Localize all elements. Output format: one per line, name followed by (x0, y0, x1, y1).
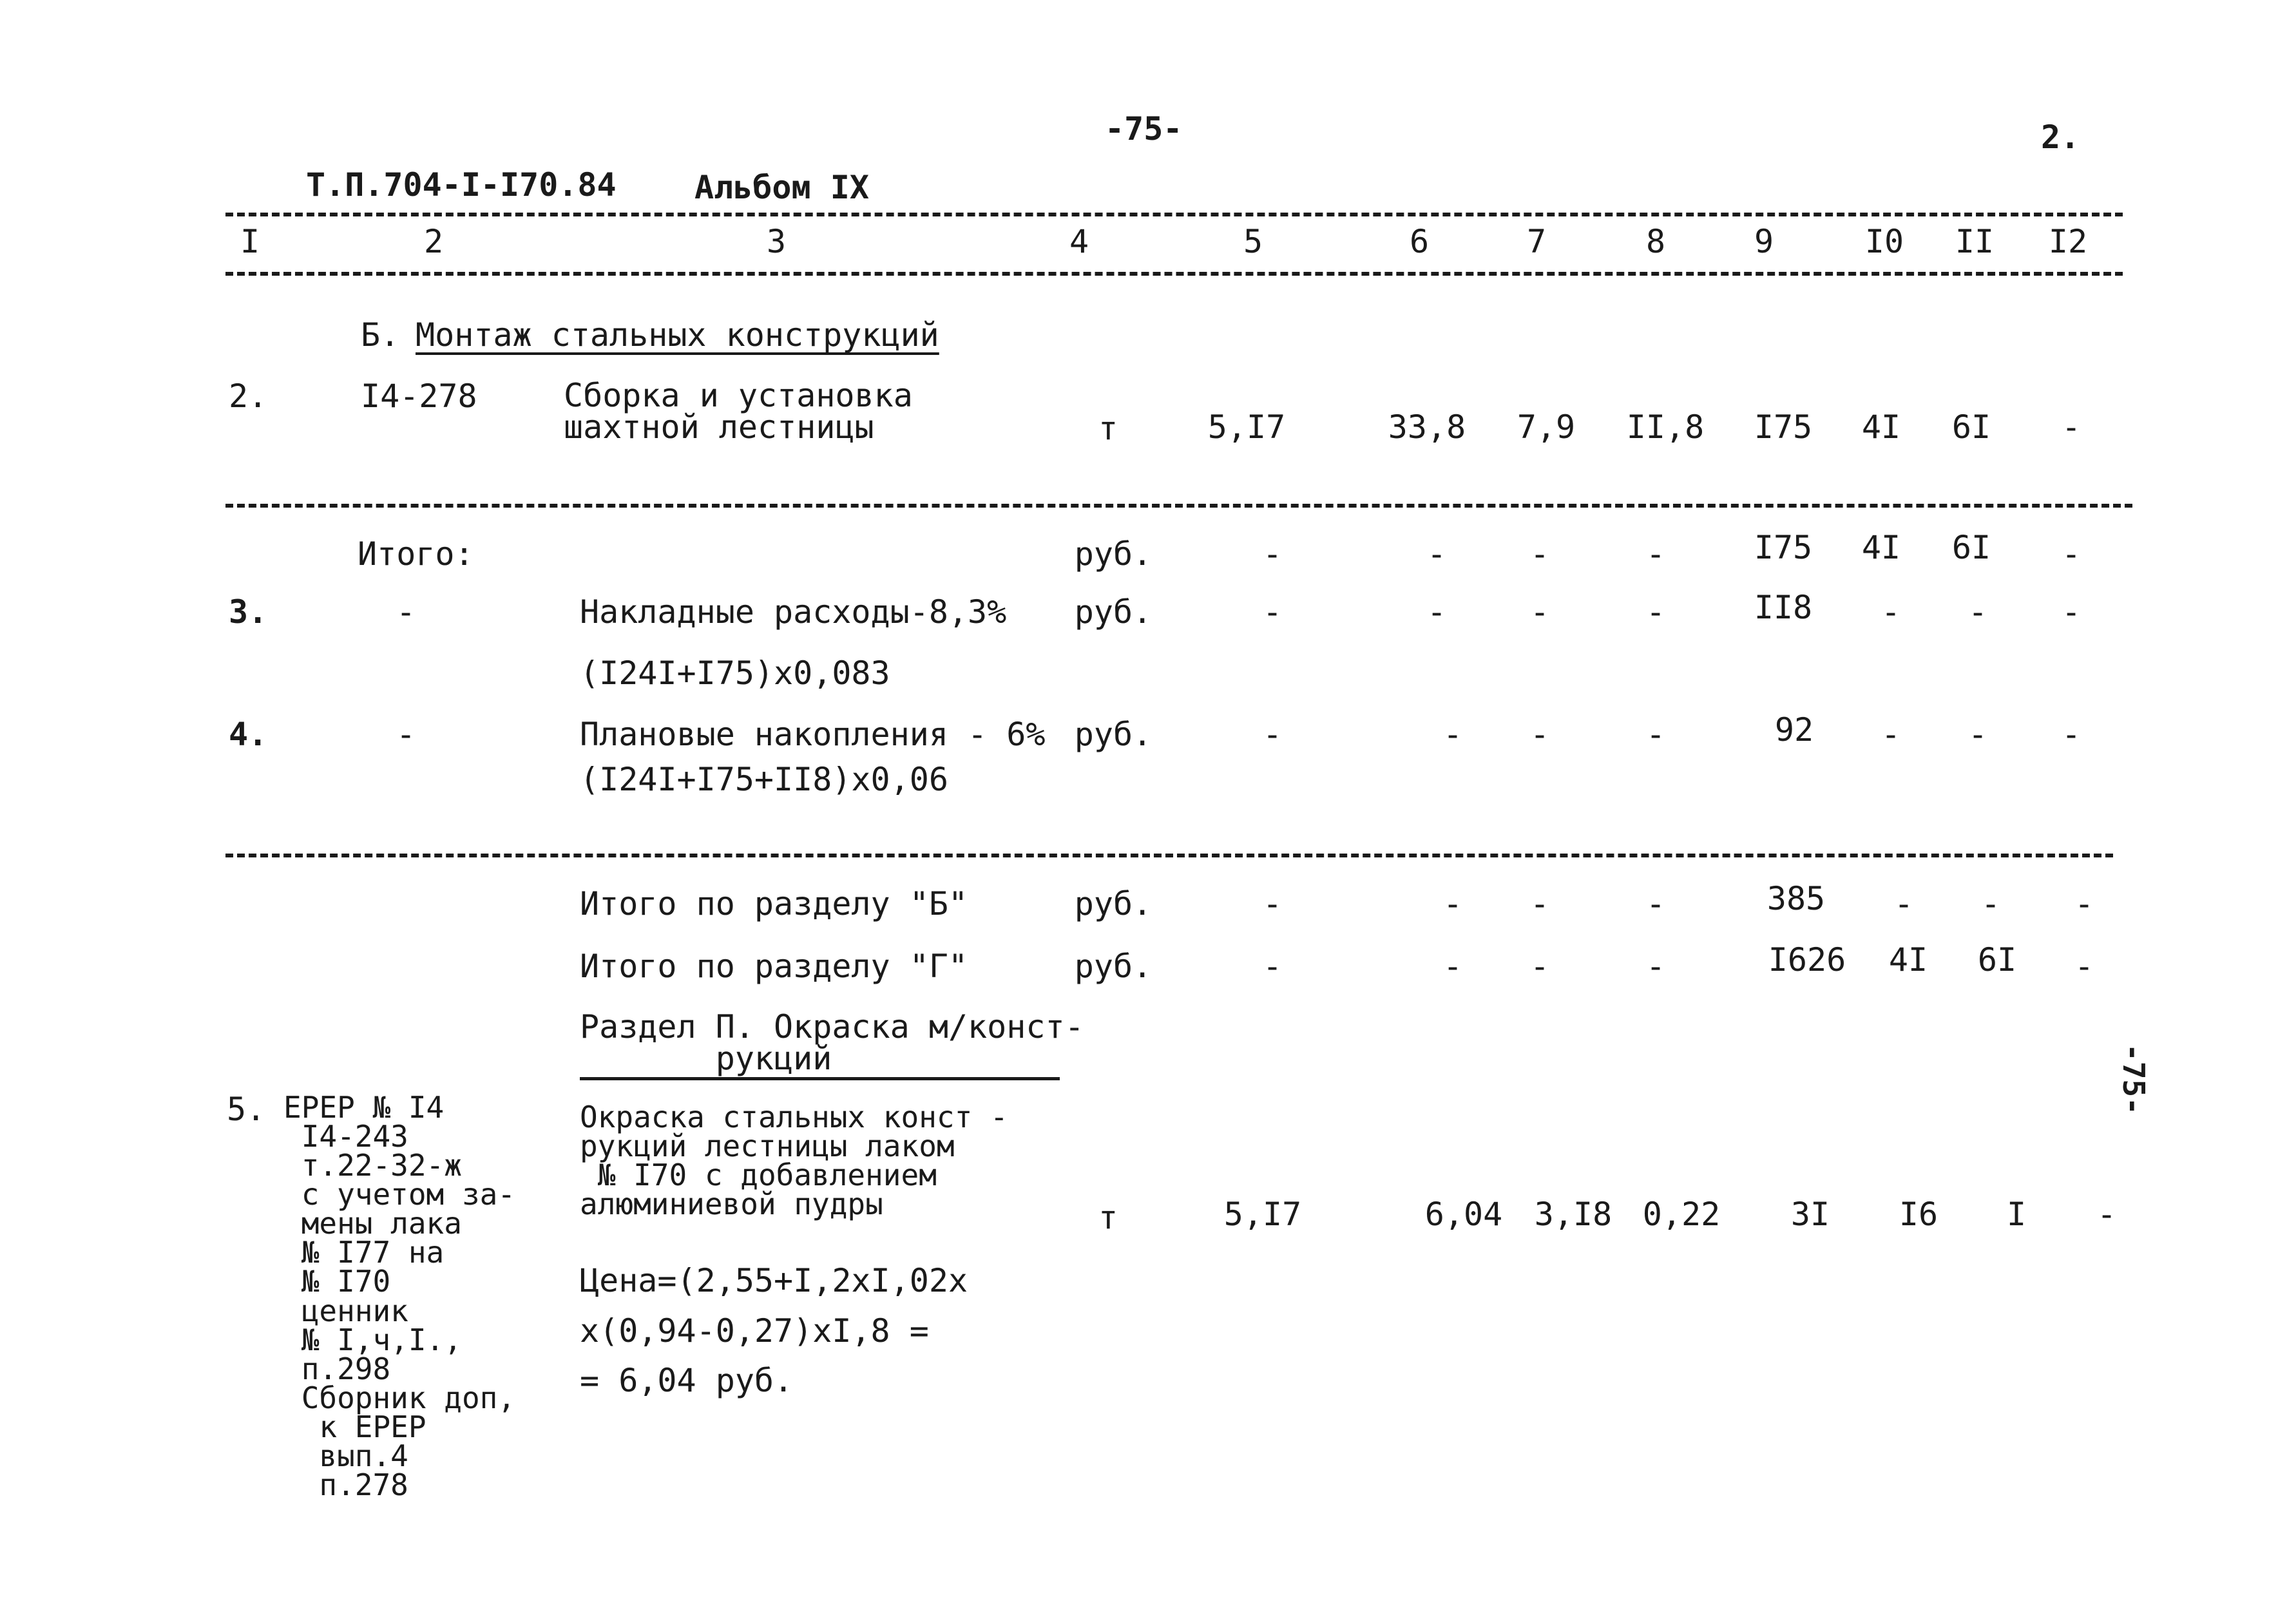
cell-col11: - (1967, 716, 1988, 753)
cell-col6: 6,04 (1424, 1196, 1503, 1233)
row-description: Окраска стальных конст - рукций лестницы лаком № I70 с добавлением алюминиевой пудры (580, 1100, 1008, 1222)
cell-col8: - (1645, 716, 1666, 753)
cell-col11: 6I (1977, 941, 2017, 979)
cell-col6: - (1442, 716, 1463, 753)
cell-col12: - (2061, 593, 2082, 631)
cell-col5: 5,I7 (1207, 408, 1286, 446)
cell-col10: - (1881, 716, 1901, 753)
cell-col12: - (2061, 716, 2082, 753)
cell-col9: 385 (1766, 880, 1826, 917)
row-number: 5. (227, 1091, 266, 1128)
cell-col5: - (1262, 593, 1283, 631)
cell-col9: I626 (1768, 941, 1846, 979)
row-unit: руб. (1074, 535, 1153, 573)
cell-col7: - (1529, 535, 1550, 573)
cell-col5: 5,I7 (1223, 1196, 1302, 1233)
row-code: - (396, 593, 416, 631)
row-price-formula: Цена=(2,55+I,2xI,02x x(0,94-0,27)xI,8 = = 6,04 руб. (580, 1262, 968, 1399)
row-label: Итого по разделу "Б" (580, 885, 968, 922)
doc-code: Т.П.704-I-I70.84 (306, 166, 617, 204)
row-formula: (I24I+I75+II8)x0,06 (580, 761, 948, 798)
col-header-6: 6 (1409, 223, 1430, 260)
row-number: 2. (229, 377, 268, 415)
cell-col10: 4I (1888, 941, 1928, 979)
row-formula: (I24I+I75)x0,083 (580, 654, 890, 692)
cell-col9: 3I (1790, 1196, 1830, 1233)
row-unit: т (1098, 1199, 1118, 1236)
cell-col11: 6I (1951, 529, 1991, 566)
col-header-5: 5 (1243, 223, 1263, 260)
cell-col12: - (2074, 885, 2094, 922)
cell-col8: - (1645, 593, 1666, 631)
row-label: Итого по разделу "Г" (580, 948, 968, 985)
col-header-8: 8 (1645, 223, 1666, 260)
cell-col11: I (2006, 1196, 2027, 1233)
cell-col5: - (1262, 535, 1283, 573)
col-header-1: I (240, 223, 260, 260)
cell-col6: - (1426, 593, 1447, 631)
row-unit: руб. (1074, 948, 1153, 985)
col-header-7: 7 (1526, 223, 1547, 260)
cell-col12: - (2061, 535, 2082, 573)
cell-col7: - (1529, 593, 1550, 631)
col-header-2: 2 (423, 223, 444, 260)
col-header-12: I2 (2048, 223, 2088, 260)
section-2-underline (580, 1077, 1060, 1080)
col-header-3: 3 (766, 223, 787, 260)
row-unit: руб. (1074, 593, 1153, 631)
cell-col7: 3,I8 (1534, 1196, 1613, 1233)
cell-col9: I75 (1754, 529, 1813, 566)
col-header-4: 4 (1069, 223, 1089, 260)
row-number: 3. (229, 593, 268, 631)
row-code: I4-278 (361, 377, 477, 415)
sheet-number: 2. (2041, 119, 2080, 156)
row-unit: т (1098, 410, 1118, 447)
cell-col10: - (1893, 885, 1914, 922)
separator-rule (225, 504, 2132, 508)
row-unit: руб. (1074, 885, 1153, 922)
cell-col6: - (1442, 948, 1463, 985)
cell-col7: - (1529, 948, 1550, 985)
row-code: ЕРЕР № I4 I4-243 т.22-32-ж с учетом за- мены лака № I77 на № I70 ценник № I,ч,I., п.298 Сборник доп, к ЕРЕР вып.4 п.278 (283, 1090, 516, 1503)
row-code: - (396, 716, 416, 753)
cell-col11: - (1980, 885, 2001, 922)
col-header-9: 9 (1754, 223, 1774, 260)
cell-col12: - (2074, 948, 2094, 985)
separator-rule (225, 854, 2113, 857)
album-label: Альбом IX (694, 169, 869, 206)
cell-col5: - (1262, 885, 1283, 922)
cell-col12: - (2096, 1196, 2117, 1233)
col-header-10: I0 (1864, 223, 1904, 260)
row-number: 4. (229, 716, 268, 753)
section-b-title: Монтаж стальных конструкций (416, 316, 939, 354)
cell-col9: I75 (1754, 408, 1813, 446)
cell-col10: 4I (1861, 529, 1901, 566)
row-description: Накладные расходы-8,3% (580, 593, 1007, 631)
cell-col5: - (1262, 716, 1283, 753)
cell-col7: - (1529, 716, 1550, 753)
page-number: -75- (1105, 110, 1183, 148)
row-description: Плановые накопления - 6% (580, 716, 1046, 753)
cell-col6: - (1442, 885, 1463, 922)
cell-col8: - (1645, 885, 1666, 922)
cell-col5: - (1262, 948, 1283, 985)
col-header-11: II (1955, 223, 1995, 260)
cell-col12: - (2061, 408, 2082, 446)
cell-col8: - (1645, 948, 1666, 985)
section-2-title: Раздел П. Окраска м/конст- рукций (580, 1008, 1084, 1077)
cell-col11: 6I (1951, 408, 1991, 446)
cell-col6: - (1426, 535, 1447, 573)
row-unit: руб. (1074, 716, 1153, 753)
cell-col7: - (1529, 885, 1550, 922)
section-b-prefix: Б. (361, 316, 400, 354)
cell-col7: 7,9 (1517, 408, 1576, 446)
side-page-number: -75- (2116, 1044, 2151, 1115)
header-bottom-rule (225, 272, 2123, 276)
cell-col8: II,8 (1626, 408, 1705, 446)
row-description: Сборка и установка шахтной лестницы (564, 377, 913, 446)
cell-col11: - (1967, 593, 1988, 631)
cell-col10: I6 (1899, 1196, 1938, 1233)
cell-col9: 92 (1774, 711, 1814, 749)
cell-col8: 0,22 (1642, 1196, 1721, 1233)
cell-col8: - (1645, 535, 1666, 573)
row-label: Итого: (358, 535, 474, 573)
cell-col9: II8 (1754, 589, 1813, 626)
cell-col6: 33,8 (1388, 408, 1466, 446)
header-top-rule (225, 213, 2123, 216)
cell-col10: 4I (1861, 408, 1901, 446)
cell-col10: - (1881, 593, 1901, 631)
